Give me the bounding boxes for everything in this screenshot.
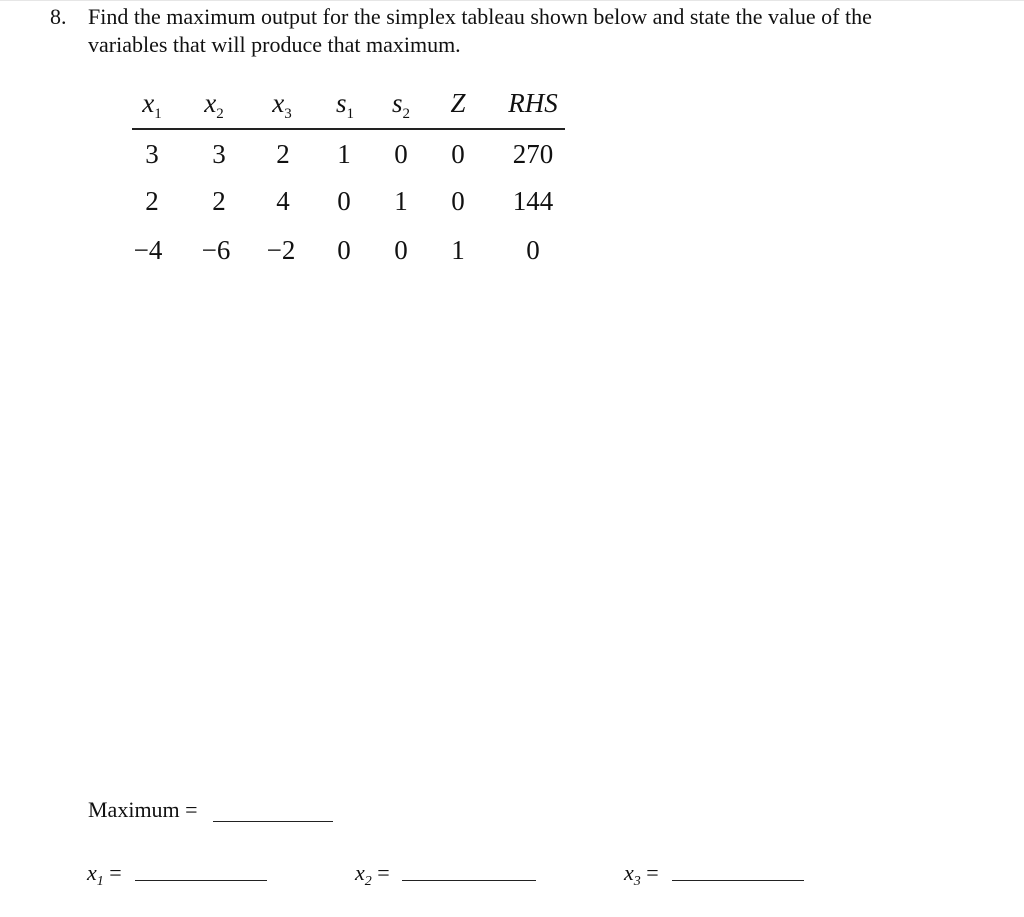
header-z: Z [450,88,466,118]
question-line-2: variables that will produce that maximum. [88,32,461,57]
tableau-cell: 4 [276,186,290,216]
tableau-cell: −4 [133,235,163,265]
tableau-cell: 0 [526,235,540,265]
tableau-cell: 0 [337,235,351,265]
tableau-cell: 2 [212,186,226,216]
header-x2: $x_2$ [204,88,224,122]
tableau-cell: 1 [451,235,465,265]
x2-answer-blank[interactable] [402,880,536,881]
x3-answer-blank[interactable] [672,880,804,881]
tableau-cell: 1 [337,139,351,169]
tableau-cell: 0 [451,139,465,169]
header-rhs: RHS [508,88,558,118]
header-x3: $x_3$ [272,88,292,122]
tableau-cell: 3 [145,139,159,169]
question-number: 8. [50,4,67,29]
header-x1: $x_1$ [142,88,162,122]
tableau-cell: −2 [266,235,296,265]
x3-label: $x_3$ = [624,860,659,889]
tableau-header-rule [132,128,565,130]
x1-label: $x_1$ = [87,860,122,889]
tableau-cell: 0 [394,235,408,265]
tableau-cell: 270 [512,139,554,169]
tableau-cell: 2 [276,139,290,169]
x2-label: $x_2$ = [355,860,390,889]
tableau-cell: 3 [212,139,226,169]
tableau-cell: 0 [451,186,465,216]
tableau-cell: 1 [394,186,408,216]
maximum-label: Maximum = [88,797,198,822]
x1-answer-blank[interactable] [135,880,267,881]
header-s2: $s_2$ [391,88,411,122]
header-s1: $s_1$ [335,88,355,122]
tableau-cell: 0 [394,139,408,169]
maximum-answer-blank[interactable] [213,821,333,822]
tableau-cell: −6 [201,235,231,265]
tableau-cell: 144 [512,186,554,216]
question-line-1: Find the maximum output for the simplex tableau shown below and state the value of the [88,4,872,29]
tableau-cell: 2 [145,186,159,216]
tableau-cell: 0 [337,186,351,216]
